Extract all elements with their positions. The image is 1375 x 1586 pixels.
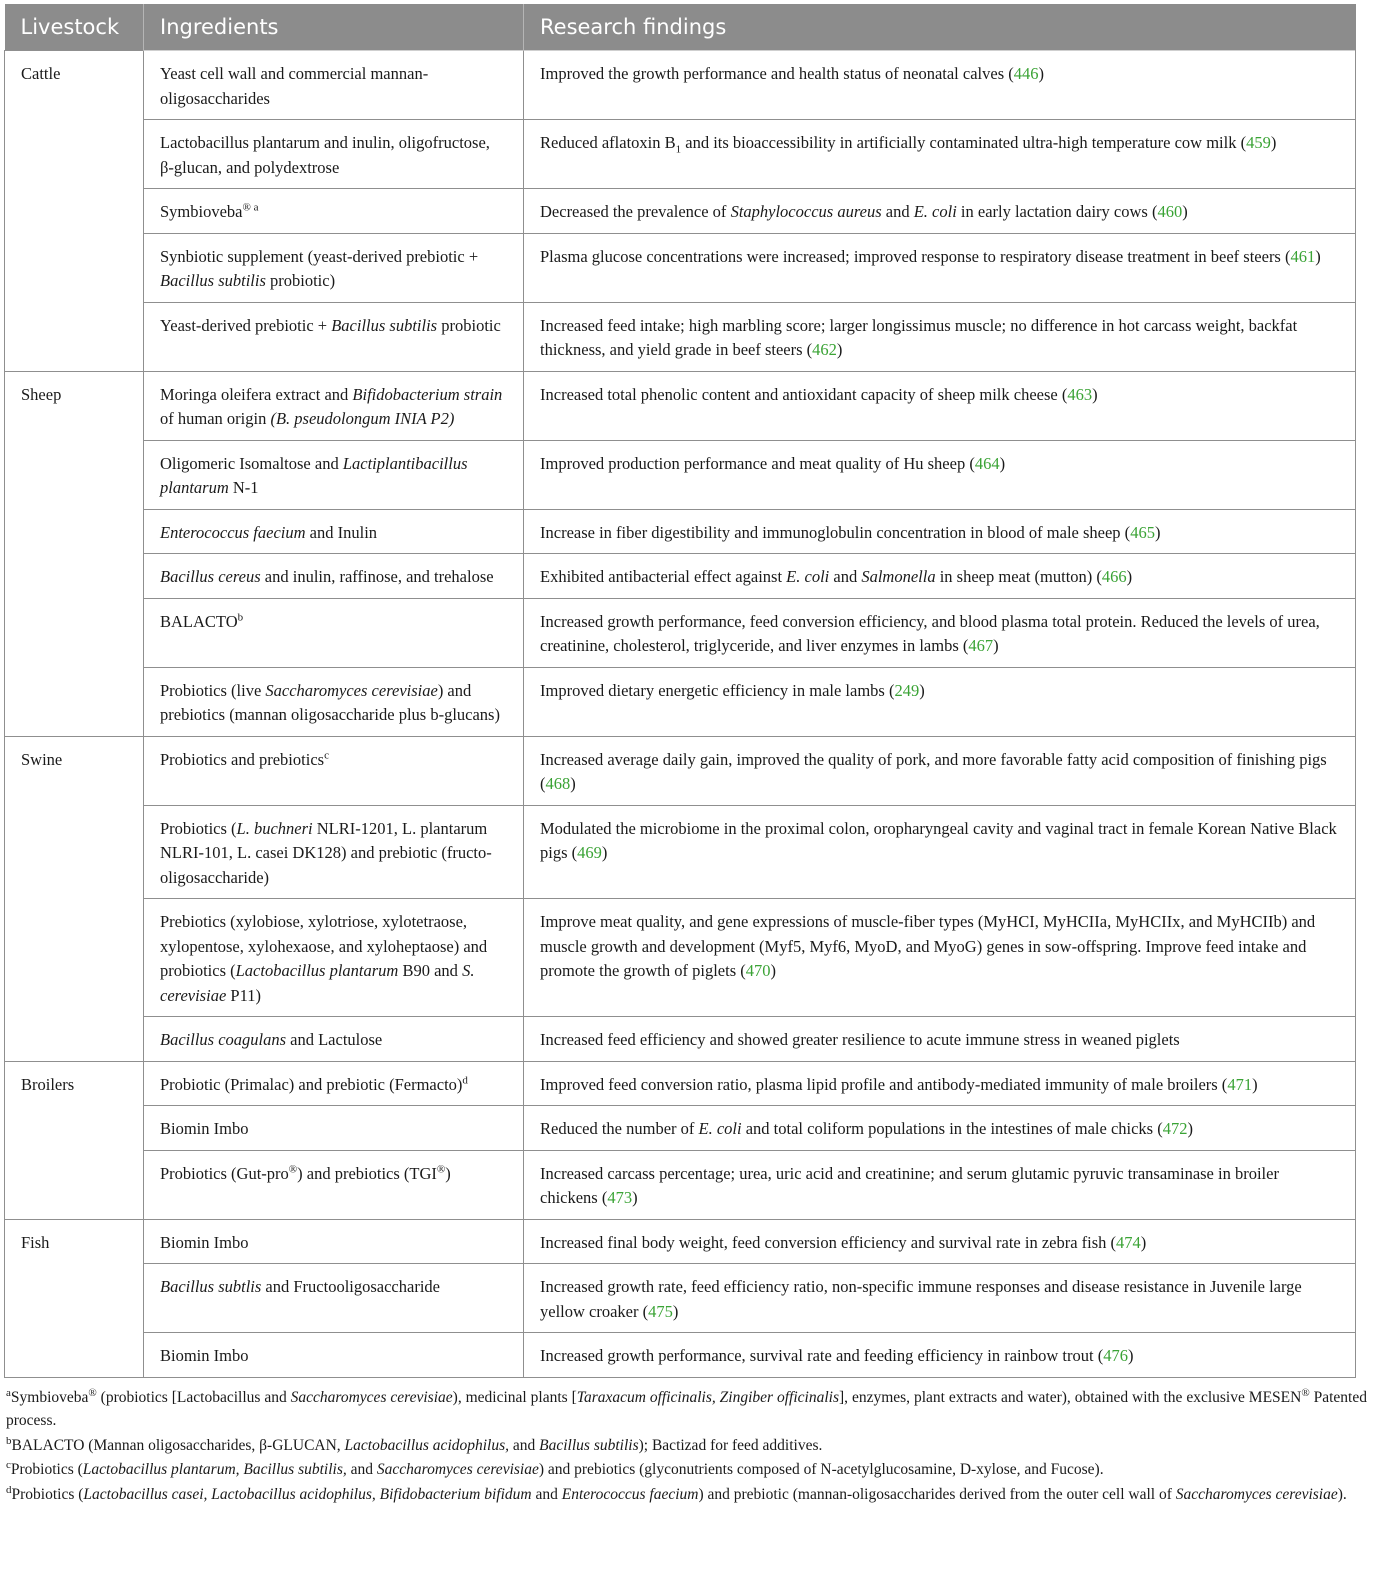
footnote <box>6 1434 1367 1458</box>
text-run: Yeast cell wall and commercial mannan-oligosaccharides <box>160 64 429 108</box>
livestock-cell: Sheep <box>5 371 144 736</box>
text-run: BALACTO (Mannan oligosaccharides, β-GLUCAN, <box>11 1436 345 1454</box>
text-run: ) <box>632 1188 638 1207</box>
livestock-cell: Broilers <box>5 1061 144 1219</box>
italic-text: Bacillus subtlis <box>160 1277 262 1296</box>
text-run: ). <box>1337 1485 1347 1503</box>
italic-text: E. coli <box>913 202 957 221</box>
table-row <box>5 440 1356 509</box>
text-run: of human origin <box>160 409 271 428</box>
table-row <box>5 736 1356 805</box>
superscript: c <box>6 1458 11 1471</box>
table-row <box>5 51 1356 120</box>
text-run: ), medicinal plants [ <box>452 1388 577 1406</box>
citation-link[interactable]: 469 <box>577 843 602 862</box>
table-row <box>5 899 1356 1017</box>
table-row <box>5 509 1356 554</box>
text-run: Improved dietary energetic efficiency in male lambs ( <box>540 680 895 700</box>
text-run: ) and prebiotic (mannan-oligosaccharides derived from the outer cell wall of <box>698 1485 1176 1503</box>
italic-text: L. buchneri <box>236 818 313 838</box>
text-run: ) <box>672 1301 679 1321</box>
text-run: BALACTO <box>160 611 238 631</box>
text-run: Plasma glucose concentrations were increased; improved response to respiratory disease treatment in beef steers ( <box>540 246 1291 266</box>
citation-link[interactable]: 468 <box>545 774 571 793</box>
text-run: and <box>531 1485 562 1503</box>
table-body <box>5 51 1356 1378</box>
research-findings-cell <box>524 554 1356 599</box>
citation-link[interactable]: 461 <box>1290 246 1316 266</box>
superscript: d <box>462 1074 468 1086</box>
text-run: and Inulin <box>305 522 378 542</box>
italic-text: Taraxacum officinalis, Zingiber officinalis <box>576 1388 839 1406</box>
text-run: ) and prebiotics (TGI <box>297 1163 437 1183</box>
citation-link[interactable]: 472 <box>1162 1119 1188 1138</box>
text-run: Improved the growth performance and health status of neonatal calves ( <box>540 64 1014 83</box>
text-run: Probiotics (Gut-pro <box>160 1163 289 1183</box>
citation-link[interactable]: 459 <box>1246 133 1271 152</box>
text-run: ) <box>1038 64 1044 83</box>
text-run: ) <box>601 843 608 862</box>
citation-link[interactable]: 466 <box>1101 567 1127 586</box>
text-run: ) and prebiotics (mannan oligosaccharide plus b-glucans) <box>160 680 500 724</box>
text-run: Reduced the number of <box>540 1119 699 1138</box>
text-run: Exhibited antibacterial effect against <box>540 567 787 586</box>
italic-text: Lactobacillus plantarum, Bacillus subtilis, <box>82 1461 347 1478</box>
text-run: Yeast-derived prebiotic + <box>160 315 332 335</box>
superscript: a <box>6 1386 11 1399</box>
italic-text: (B. pseudolongum INIA P2) <box>270 409 455 428</box>
text-run: ) <box>1092 384 1098 404</box>
text-run: Patented process. <box>6 1388 1367 1429</box>
text-run: ) <box>570 774 576 793</box>
header-livestock: Livestock <box>5 4 144 51</box>
text-run: and total coliform populations in the intestines of male chicks ( <box>741 1119 1163 1138</box>
research-findings-cell <box>524 598 1356 667</box>
superscript: b <box>6 1434 12 1447</box>
table-row <box>5 189 1356 234</box>
research-findings-cell <box>524 302 1356 371</box>
ingredients-cell <box>144 554 524 599</box>
italic-text: Staphylococcus aureus <box>730 202 882 221</box>
table-row <box>5 1017 1356 1062</box>
text-run: Improve meat quality, and gene expressions of muscle-fiber types (MyHCI, MyHCIIa, MyHCIIx, and MyHCIIb) and muscle growth and development (Myf5, Myf6, MyoD, and MyoG) genes in sow-offspring. Improve feed intake and promote the growth of piglets ( <box>540 912 1316 980</box>
text-run: Increased feed efficiency and showed greater resilience to acute immune stress in weaned piglets <box>540 1030 1180 1049</box>
text-run: ) <box>445 1163 451 1183</box>
ingredients-cell <box>144 1106 524 1151</box>
text-run: and <box>509 1436 540 1454</box>
text-run: P11) <box>226 985 261 1005</box>
ingredients-cell <box>144 1017 524 1062</box>
italic-text: Lactobacillus casei, Lactobacillus acidophilus, Bifidobacterium bifidum <box>83 1485 532 1503</box>
ingredients-cell <box>144 440 524 509</box>
italic-text: Bacillus subtilis <box>331 315 438 335</box>
ingredients-cell <box>144 509 524 554</box>
livestock-cell: Cattle <box>5 51 144 372</box>
text-run: probiotic <box>437 315 501 335</box>
table-row <box>5 233 1356 302</box>
text-run: ) <box>919 680 925 700</box>
text-run: ) and prebiotics (glyconutrients composed of N-acetylglucosamine, D-xylose, and Fucose). <box>538 1461 1104 1478</box>
text-run: and <box>881 202 914 221</box>
research-findings-cell <box>524 440 1356 509</box>
text-run: ) <box>1252 1074 1258 1094</box>
subscript: 1 <box>675 143 682 156</box>
superscript: ® a <box>242 201 259 214</box>
italic-text: Enterococcus faecium <box>160 522 306 542</box>
ingredients-cell <box>144 233 524 302</box>
text-run: in early lactation dairy cows ( <box>956 202 1158 221</box>
superscript: ® <box>88 1386 97 1399</box>
text-run: Moringa oleifera extract and <box>160 384 353 404</box>
text-run: Symbioveba <box>160 202 243 221</box>
research-findings-cell <box>524 1150 1356 1219</box>
text-run: Increased carcass percentage; urea, uric acid and creatinine; and serum glutamic pyruvic transaminase in broiler chickens ( <box>540 1163 1279 1207</box>
ingredients-cell <box>144 1219 524 1264</box>
text-run: Lactobacillus plantarum and inulin, oligofructose, β-glucan, and polydextrose <box>160 133 490 177</box>
ingredients-cell <box>144 371 524 440</box>
text-run: Improved production performance and meat quality of Hu sheep ( <box>540 453 975 473</box>
ingredients-cell <box>144 1333 524 1378</box>
text-run: N-1 <box>228 478 259 497</box>
research-findings-cell <box>524 1106 1356 1151</box>
research-findings-cell <box>524 1264 1356 1333</box>
text-run: ) <box>1126 567 1133 586</box>
ingredients-cell <box>144 51 524 120</box>
italic-text: Salmonella <box>861 567 936 586</box>
text-run: ) <box>1140 1232 1147 1252</box>
livestock-cell: Swine <box>5 736 144 1061</box>
text-run: NLRI-1201, L. plantarum NLRI-101, L. casei DK128) and prebiotic (fructo-oligosaccharide) <box>160 818 492 887</box>
research-findings-cell <box>524 667 1356 736</box>
text-run: Increased final body weight, feed conversion efficiency and survival rate in zebra fish ( <box>540 1232 1117 1252</box>
table-row <box>5 667 1356 736</box>
research-findings-cell <box>524 1017 1356 1062</box>
text-run: Oligomeric Isomaltose and <box>160 453 343 473</box>
text-run: ) <box>1187 1119 1193 1138</box>
table-header-row <box>5 4 1356 51</box>
ingredients-cell <box>144 736 524 805</box>
table-row <box>5 1264 1356 1333</box>
citation-link[interactable]: 471 <box>1227 1074 1253 1094</box>
superscript: ® <box>288 1163 298 1175</box>
table-row <box>5 1333 1356 1378</box>
italic-text: Lactobacillus plantarum <box>235 961 399 980</box>
citation-link[interactable]: 474 <box>1116 1232 1141 1252</box>
findings-table <box>4 4 1356 1378</box>
text-run: Increased feed intake; high marbling score; larger longissimus muscle; no difference in hot carcass weight, backfat thickness, and yield grade in beef steers ( <box>540 315 1298 359</box>
text-run: ) <box>1315 246 1321 266</box>
text-run: Probiotics ( <box>160 818 237 838</box>
text-run: Increased growth rate, feed efficiency ratio, non-specific immune responses and disease resistance in Juvenile large yellow croaker ( <box>540 1277 1302 1321</box>
research-findings-cell <box>524 509 1356 554</box>
citation-link[interactable]: 473 <box>607 1188 633 1207</box>
footnotes <box>4 1386 1369 1507</box>
table-row <box>5 1061 1356 1106</box>
superscript: ® <box>1301 1386 1310 1399</box>
text-run: Biomin Imbo <box>160 1346 249 1365</box>
text-run: ); Bactizad for feed additives. <box>638 1436 823 1454</box>
text-run: Reduced aflatoxin B <box>540 133 676 152</box>
italic-text: S. cerevisiae <box>160 961 475 1005</box>
text-run: Synbiotic supplement (yeast-derived prebiotic + <box>160 246 479 266</box>
research-findings-cell <box>524 736 1356 805</box>
ingredients-cell <box>144 667 524 736</box>
text-run: ) <box>836 340 843 359</box>
italic-text: Bacillus subtilis <box>539 1436 639 1454</box>
citation-link[interactable]: 470 <box>745 961 771 980</box>
superscript: c <box>324 749 329 761</box>
research-findings-cell <box>524 371 1356 440</box>
superscript: b <box>237 611 244 623</box>
table-row <box>5 302 1356 371</box>
italic-text: Saccharomyces cerevisiae <box>1175 1485 1338 1503</box>
italic-text: Bifidobacterium strain <box>352 384 503 404</box>
text-run: and <box>829 567 862 586</box>
italic-text: Bacillus subtilis <box>160 271 266 290</box>
text-run: Modulated the microbiome in the proximal colon, oropharyngeal cavity and vaginal tract in female Korean Native Black pigs ( <box>540 818 1337 862</box>
text-run: ) <box>1270 133 1277 152</box>
italic-text: Bacillus coagulans <box>160 1030 287 1049</box>
text-run: Biomin Imbo <box>160 1119 249 1138</box>
header-research-findings: Research findings <box>524 4 1356 51</box>
text-run: Decreased the prevalence of <box>540 202 731 221</box>
text-run: Probiotics and prebiotics <box>160 749 325 769</box>
ingredients-cell <box>144 189 524 234</box>
text-run: and Fructooligosaccharide <box>261 1277 440 1296</box>
citation-link[interactable]: 463 <box>1067 384 1093 404</box>
italic-text: Enterococcus faecium <box>561 1485 699 1503</box>
table-row <box>5 1106 1356 1151</box>
text-run: and Lactulose <box>286 1030 383 1049</box>
text-run: Increased average daily gain, improved the quality of pork, and more favorable fatty acid composition of finishing pigs ( <box>540 749 1327 793</box>
citation-link[interactable]: 460 <box>1157 202 1183 221</box>
ingredients-cell <box>144 1264 524 1333</box>
footnote <box>6 1458 1367 1482</box>
research-findings-cell <box>524 1219 1356 1264</box>
italic-text: Saccharomyces cerevisiae <box>376 1461 539 1478</box>
citation-link[interactable]: 464 <box>974 453 1000 473</box>
research-findings-cell <box>524 233 1356 302</box>
citation-link[interactable]: 446 <box>1013 64 1039 83</box>
citation-link[interactable]: 476 <box>1103 1346 1128 1365</box>
table-row <box>5 1219 1356 1264</box>
footnote <box>6 1386 1367 1433</box>
ingredients-cell <box>144 1150 524 1219</box>
text-run: and inulin, raffinose, and trehalose <box>260 567 494 586</box>
text-run: ) <box>993 636 999 655</box>
text-run: and its bioaccessibility in artificially contaminated ultra-high temperature cow milk ( <box>681 133 1247 152</box>
text-run: Increased growth performance, survival rate and feeding efficiency in rainbow trout ( <box>540 1346 1104 1365</box>
italic-text: Saccharomyces cerevisiae <box>265 680 438 700</box>
text-run: Increased total phenolic content and antioxidant capacity of sheep milk cheese ( <box>540 384 1068 404</box>
citation-link[interactable]: 475 <box>648 1301 673 1321</box>
table-row <box>5 1150 1356 1219</box>
text-run: ) <box>999 453 1006 473</box>
research-findings-cell <box>524 899 1356 1017</box>
citation-link[interactable]: 465 <box>1130 522 1155 542</box>
research-findings-cell <box>524 120 1356 189</box>
italic-text: Saccharomyces cerevisiae <box>290 1388 453 1406</box>
research-findings-cell <box>524 51 1356 120</box>
research-findings-cell <box>524 1061 1356 1106</box>
text-run: Probiotics ( <box>10 1461 83 1478</box>
text-run: Increased growth performance, feed conversion efficiency, and blood plasma total protein. Reduced the levels of urea, creatinine, cholesterol, triglyceride, and liver enzymes in lambs ( <box>540 611 1320 655</box>
text-run: (probiotics [Lactobacillus and <box>96 1388 291 1406</box>
research-findings-cell <box>524 805 1356 899</box>
citation-link[interactable]: 462 <box>812 340 837 359</box>
ingredients-cell <box>144 805 524 899</box>
livestock-cell: Fish <box>5 1219 144 1377</box>
text-run: ) <box>1154 522 1161 542</box>
ingredients-cell <box>144 1061 524 1106</box>
ingredients-cell <box>144 899 524 1017</box>
table-row <box>5 371 1356 440</box>
text-run: Probiotics (live <box>160 680 266 700</box>
superscript: d <box>6 1483 12 1496</box>
header-ingredients: Ingredients <box>144 4 524 51</box>
research-findings-cell <box>524 189 1356 234</box>
table-row <box>5 120 1356 189</box>
text-run: ) <box>1127 1346 1134 1365</box>
text-run: probiotic) <box>265 271 336 290</box>
text-run: Improved feed conversion ratio, plasma lipid profile and antibody-mediated immunity of male broilers ( <box>540 1074 1228 1094</box>
citation-link[interactable]: 249 <box>894 680 920 700</box>
table-row <box>5 805 1356 899</box>
text-run: ) <box>770 961 777 980</box>
italic-text: Lactobacillus acidophilus, <box>344 1436 510 1454</box>
ingredients-cell <box>144 598 524 667</box>
text-run: B90 and <box>398 961 463 980</box>
text-run: ) <box>1182 202 1188 221</box>
ingredients-cell <box>144 302 524 371</box>
research-findings-cell <box>524 1333 1356 1378</box>
text-run: Biomin Imbo <box>160 1232 249 1252</box>
text-run: in sheep meat (mutton) ( <box>935 567 1102 586</box>
citation-link[interactable]: 467 <box>968 636 994 655</box>
text-run: Prebiotics (xylobiose, xylotriose, xylotetraose, xylopentose, xylohexaose, and xyloheptaose) and probiotics ( <box>160 912 488 980</box>
text-run: Probiotic (Primalac) and prebiotic (Fermacto) <box>160 1074 463 1094</box>
superscript: ® <box>436 1163 446 1175</box>
italic-text: E. coli <box>786 567 830 586</box>
text-run: and <box>346 1461 377 1478</box>
table-row <box>5 598 1356 667</box>
footnote <box>6 1483 1367 1507</box>
italic-text: Lactiplantibacillus plantarum <box>160 453 468 497</box>
text-run: Increase in fiber digestibility and immunoglobulin concentration in blood of male sheep ( <box>540 522 1131 542</box>
text-run: ], enzymes, plant extracts and water), obtained with the exclusive MESEN <box>839 1388 1302 1406</box>
text-run: Probiotics ( <box>11 1485 84 1503</box>
table-row <box>5 554 1356 599</box>
italic-text: E. coli <box>698 1119 742 1138</box>
italic-text: Bacillus cereus <box>160 567 261 586</box>
ingredients-cell <box>144 120 524 189</box>
text-run: Symbioveba <box>10 1388 89 1406</box>
